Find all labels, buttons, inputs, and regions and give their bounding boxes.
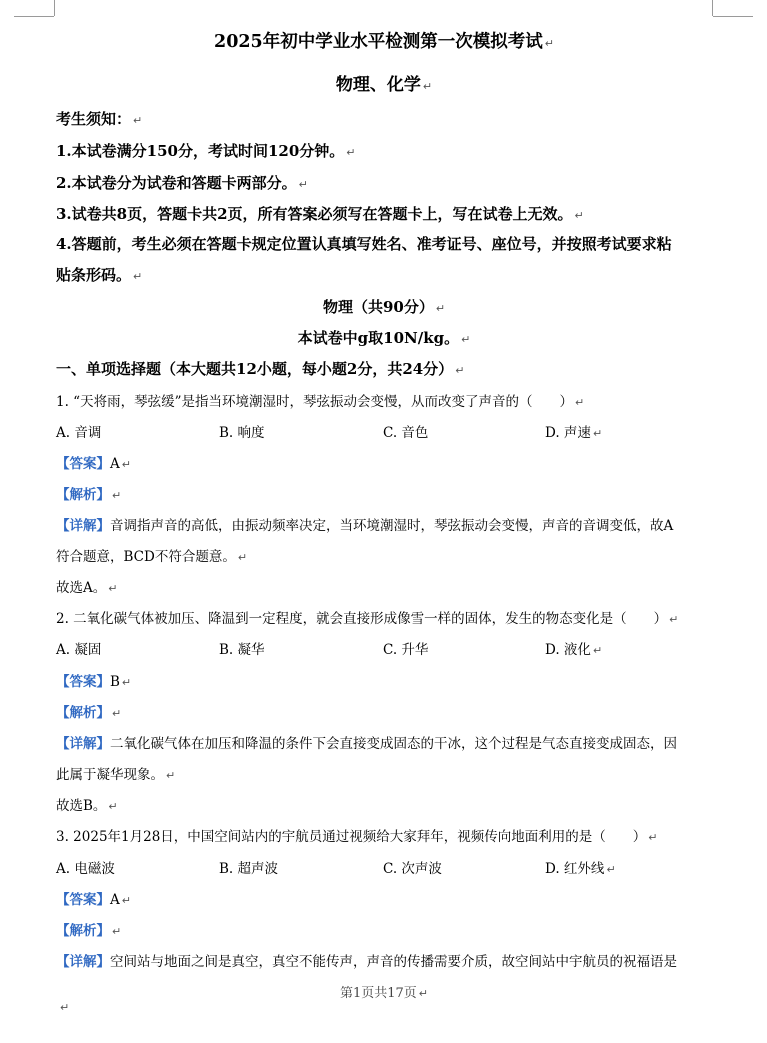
question-1-options [56,421,712,441]
question-2-detail-line-2: 此属于凝华现象。 ↵ [56,767,176,783]
question-3-option-d: D. 红外线 ↵ [545,861,616,877]
question-1-detail-line-2: 符合题意，BCD不符合题意。 ↵ [56,549,248,565]
question-3-stem: 3. 2025年1月28日，中国空间站内的宇航员通过视频给大家拜年，视频传向地面利用的是（ ） ↵ [56,829,658,845]
question-2-conclusion: 故选B。 ↵ [56,798,118,814]
question-1-detail-line-1: 【详解】音调指声音的高低，由振动频率决定，当环境潮湿时，琴弦振动会变慢，声音的音调变低，故A [56,518,674,534]
question-3-detail-line-1: 【详解】空间站与地面之间是真空，真空不能传声，声音的传播需要介质，故空间站中宇航员的祝福语是 [56,954,677,970]
notice-item-2: 2.本试卷分为试卷和答题卡两部分。 ↵ [56,174,308,192]
question-2-option-b: B. 凝华 [219,642,265,658]
question-1-answer: 【答案】A ↵ [56,456,131,472]
question-3-answer: 【答案】A ↵ [56,892,131,908]
question-1-stem: 1. “天将雨，琴弦缓”是指当环境潮湿时，琴弦振动会变慢，从而改变了声音的（ ） ↵ [56,394,585,410]
question-1-option-a: A. 音调 [56,425,102,441]
question-2-analysis: 【解析】 ↵ [56,705,122,721]
exam-subtitle: 物理、化学 ↵ [335,75,433,95]
exam-title: 2025年初中学业水平检测第一次模拟考试 ↵ [214,32,554,52]
question-3-analysis: 【解析】 ↵ [56,923,122,939]
question-3-option-c: C. 次声波 [383,861,442,877]
notice-item-1: 1.本试卷满分150分，考试时间120分钟。 ↵ [56,142,356,160]
notice-item-4-cont: 贴条形码。 ↵ [56,266,143,284]
notice-heading: 考生须知： ↵ [56,110,143,128]
physics-section-title: 物理（共90分） ↵ [322,298,446,316]
page-footer: 第1页共17页 ↵ [339,986,429,1001]
g-value-note: 本试卷中g取10N/kg。 ↵ [297,329,471,347]
question-3-option-b: B. 超声波 [219,861,279,877]
notice-item-4: 4.答题前，考生必须在答题卡规定位置认真填写姓名、准考证号、座位号，并按照考试要求粘 [56,235,672,253]
question-3-option-a: A. 电磁波 [56,861,115,877]
trailing-paragraph-mark: ↵ [60,1001,70,1014]
crop-mark-top-right-vertical [712,0,713,16]
crop-mark-top-right [713,16,753,17]
question-2-answer: 【答案】B ↵ [56,674,132,690]
question-3-options [56,857,712,877]
question-1-analysis: 【解析】 ↵ [56,487,122,503]
question-2-options [56,638,712,658]
question-2-detail-line-1: 【详解】二氧化碳气体在加压和降温的条件下会直接变成固态的干冰，这个过程是气态直接变成固态，因 [56,736,677,752]
question-2-option-a: A. 凝固 [56,642,102,658]
crop-mark-top-left [14,16,54,17]
question-2-stem: 2. 二氧化碳气体被加压、降温到一定程度，就会直接形成像雪一样的固体，发生的物态变化是（ ） ↵ [56,611,679,627]
question-1-conclusion: 故选A。 ↵ [56,580,118,596]
crop-mark-top-left-vertical [54,0,55,16]
question-1-option-c: C. 音色 [383,425,429,441]
notice-item-3: 3.试卷共8页，答题卡共2页，所有答案必须写在答题卡上，写在试卷上无效。 ↵ [56,205,584,223]
question-2-option-d: D. 液化 ↵ [545,642,603,658]
part-one-title: 一、单项选择题（本大题共12小题，每小题2分，共24分） ↵ [56,360,465,378]
question-1-option-d: D. 声速 ↵ [545,425,603,441]
question-2-option-c: C. 升华 [383,642,429,658]
question-1-option-b: B. 响度 [219,425,265,441]
